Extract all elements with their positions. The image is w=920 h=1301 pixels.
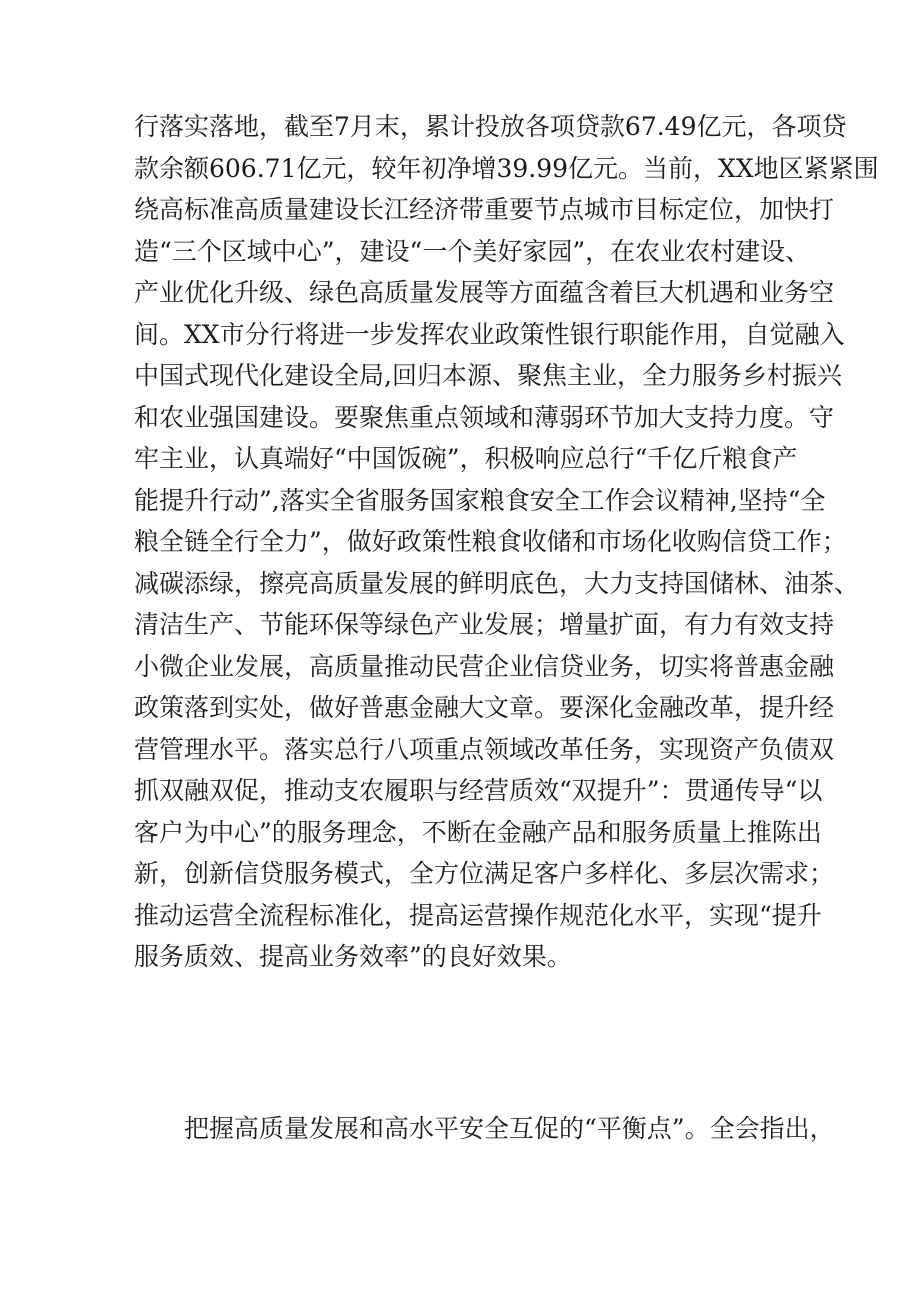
text-line: 中国式现代化建设全局,回归本源、聚焦主业，全力服务乡村振兴	[134, 361, 842, 390]
paragraph-second: 把握高质量发展和高水平安全互促的“平衡点”。全会指出，	[184, 1114, 835, 1143]
text-line: 营管理水平。落实总行八项重点领域改革任务，实现资产负债双	[134, 734, 835, 764]
text-line: 服务质效、提高业务效率”的良好效果。	[134, 942, 572, 971]
text-line: 小微企业发展，高质量推动民营企业信贷业务，切实将普惠金融	[134, 651, 835, 681]
text-line: 清洁生产、节能环保等绿色产业发展；增量扩面，有力有效支持	[134, 610, 835, 639]
text-line: 客户为中心”的服务理念，不断在金融产品和服务质量上推陈出	[134, 817, 822, 847]
text-line: 牢主业，认真端好“中国饭碗”，积极响应总行“千亿斤粮食产	[134, 444, 798, 473]
text-line: 产业优化升级、绿色高质量发展等方面蕴含着巨大机遇和业务空	[134, 278, 835, 307]
text-line: 间。XX市分行将进一步发挥农业政策性银行职能作用，自觉融入	[134, 319, 845, 349]
text-line: 绕高标准高质量建设长江经济带重要节点城市目标定位，加快打	[134, 195, 835, 224]
text-line: 抓双融双促，推动支农履职与经营质效“双提升”：贯通传导“以	[134, 776, 823, 805]
text-line: 粮全链全行全力”，做好政策性粮食收储和市场化收购信贷工作；	[134, 527, 847, 556]
text-line: 推动运营全流程标准化，提高运营操作规范化水平，实现“提升	[134, 900, 822, 930]
text-line: 款余额606.71亿元，较年初净增39.99亿元。当前，XX地区紧紧围	[134, 153, 879, 183]
text-line: 行落实落地，截至7月末，累计投放各项贷款67.49亿元，各项贷	[134, 112, 847, 141]
text-line: 和农业强国建设。要聚焦重点领域和薄弱环节加大支持力度。守	[134, 402, 835, 432]
paragraph-main	[134, 106, 879, 978]
text-line: 新，创新信贷服务模式，全方位满足客户多样化、多层次需求；	[134, 859, 835, 888]
text-line: 政策落到实处，做好普惠金融大文章。要深化金融改革，提升经	[134, 693, 835, 722]
text-line: 减碳添绿，擦亮高质量发展的鲜明底色，大力支持国储林、油茶、	[134, 568, 860, 598]
text-line: 造“三个区域中心”，建设“一个美好家园”，在农业农村建设、	[134, 236, 811, 266]
text-line: 能提升行动”,落实全省服务国家粮食安全工作会议精神,坚持“全	[134, 485, 826, 515]
